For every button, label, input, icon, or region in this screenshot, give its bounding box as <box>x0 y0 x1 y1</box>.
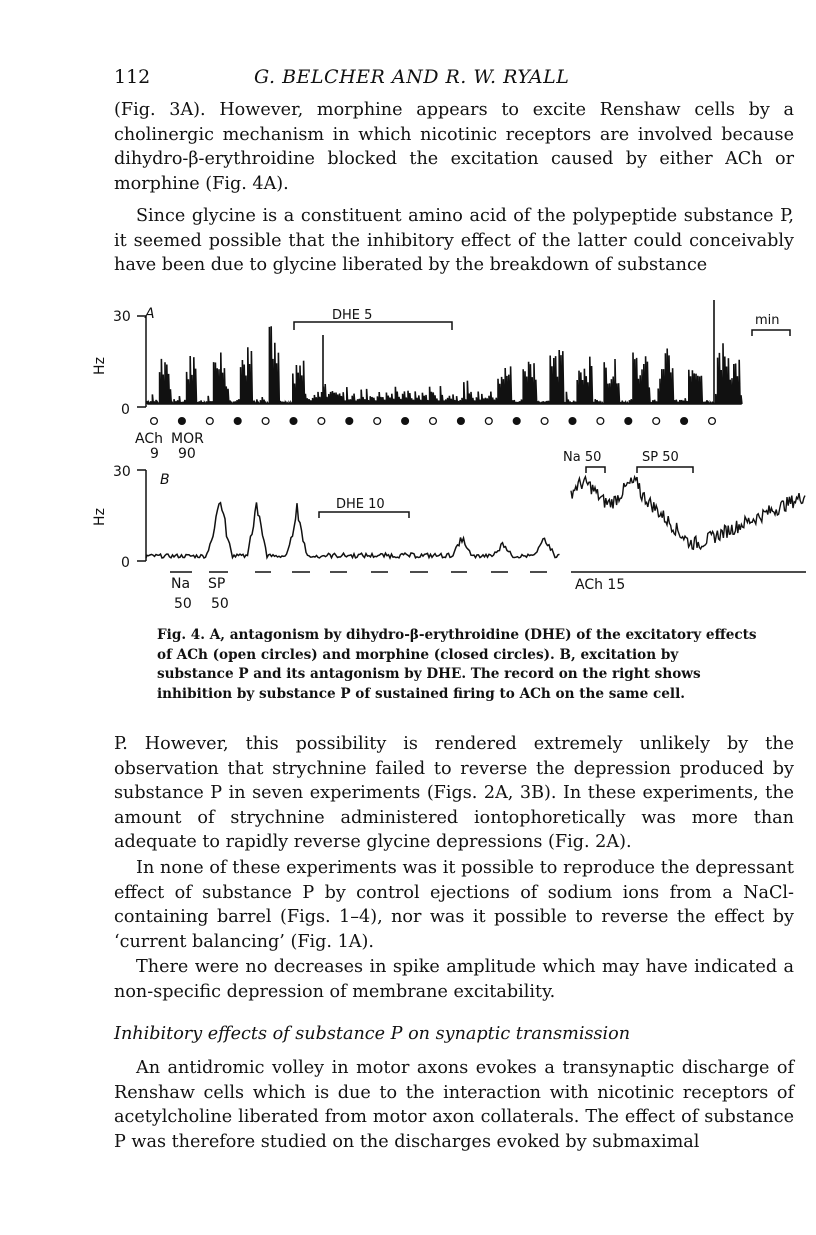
ach-marker <box>430 418 437 425</box>
ach-marker <box>318 418 325 425</box>
morphine-marker <box>402 418 409 425</box>
panel-a-y-top: 30 <box>113 309 131 325</box>
panel-a-mor-dose: 90 <box>178 446 196 462</box>
panel-a-mor-label: MOR <box>171 431 204 447</box>
right-na-label: Na 50 <box>563 450 602 465</box>
ach-marker <box>206 418 213 425</box>
paragraph-4: In none of these experiments was it possible to reproduce the depressant effect of substance P by control ejections of sodium ions from a NaCl-containing barrel (Figs. 1–4), nor was it possible to reverse the effect by ‘current balancing’ (Fig. 1A). <box>114 858 794 952</box>
paragraph-3: P. However, this possibility is rendered extremely unlikely by the observation that strychnine failed to reverse the depression produced by substance P in seven experiments (Figs. 2A, 3B). In these experiments, the amount of strychnine administered iontophoretically was more than adequate to rapidly reverse glycine depressions (Fig. 2A). <box>114 734 794 853</box>
right-sp-bar <box>637 467 693 473</box>
morphine-marker <box>458 418 465 425</box>
paragraph-5: There were no decreases in spike amplitude which may have indicated a non-specific depression of membrane excitability. <box>114 957 794 1002</box>
panel-b-dhe-label: DHE 10 <box>336 497 385 512</box>
morphine-marker <box>234 418 241 425</box>
morphine-marker <box>346 418 353 425</box>
time-scale-bar <box>752 330 790 336</box>
panel-a-label: A <box>145 306 155 322</box>
running-head: G. BELCHER AND R. W. RYALL <box>254 66 570 88</box>
panel-b-y-bottom: 0 <box>121 555 130 571</box>
panel-b-dhe-bar <box>319 512 409 518</box>
section-heading: Inhibitory effects of substance P on synaptic transmission <box>114 1024 631 1044</box>
panel-b-na-dose: 50 <box>174 596 192 612</box>
panel-a-ach-dose: 9 <box>150 446 159 462</box>
morphine-marker <box>625 418 632 425</box>
panel-b-sp-dose: 50 <box>211 596 229 612</box>
panel-b-sp-label: SP <box>208 576 226 592</box>
morphine-marker <box>681 418 688 425</box>
morphine-marker <box>290 418 297 425</box>
ach-marker <box>709 418 716 425</box>
panel-b-y-unit: Hz <box>92 508 108 526</box>
ach-marker <box>262 418 269 425</box>
page-number: 112 <box>114 66 151 88</box>
ach-marker <box>374 418 381 425</box>
figure-caption: Fig. 4. A, antagonism by dihydro-β-erythroidine (DHE) of the excitatory effects of ACh (open circles) and morphine (closed circles). B, excitation by substance P and its antagonism by DHE. The record on the right shows inhibition by substance P of sustained firing to ACh on the same cell. <box>157 627 757 702</box>
panel-a-ach-label: ACh <box>135 431 163 447</box>
right-sp-label: SP 50 <box>642 450 679 465</box>
panel-a-time-scale: min <box>755 313 780 328</box>
ach-marker <box>597 418 604 425</box>
panel-a-trace <box>147 300 742 404</box>
panel-a-markers <box>151 418 716 425</box>
right-trace <box>571 477 805 550</box>
panel-a-dhe-bar <box>294 322 452 330</box>
morphine-marker <box>513 418 520 425</box>
right-ach-label: ACh 15 <box>575 577 626 593</box>
paragraph-6: An antidromic volley in motor axons evokes a transynaptic discharge of Renshaw cells which is due to the interaction with nicotinic receptors of acetylcholine liberated from motor axon collaterals. The effect of substance P was therefore studied on the discharges evoked by submaximal <box>114 1058 794 1152</box>
panel-b-label: B <box>160 472 170 488</box>
ach-marker <box>151 418 158 425</box>
panel-b-y-top: 30 <box>113 464 131 480</box>
panel-a-dhe-label: DHE 5 <box>332 308 373 323</box>
morphine-marker <box>179 418 186 425</box>
morphine-marker <box>569 418 576 425</box>
right-na-bar <box>586 467 605 473</box>
ach-marker <box>541 418 548 425</box>
panel-a-y-bottom: 0 <box>121 402 130 418</box>
ach-marker <box>485 418 492 425</box>
panel-a-y-unit: Hz <box>92 357 108 375</box>
paragraph-1: (Fig. 3A). However, morphine appears to excite Renshaw cells by a cholinergic mechanism in which nicotinic receptors are involved because dihydro-β-erythroidine blocked the excitation caused by either ACh or morphine (Fig. 4A). <box>114 100 794 194</box>
panel-b-na-label: Na <box>171 576 191 592</box>
paragraph-2: Since glycine is a constituent amino acid of the polypeptide substance P, it seemed possible that the inhibitory effect of the latter could conceivably have been due to glycine liberated by the breakdown of substance <box>114 206 794 276</box>
ach-marker <box>653 418 660 425</box>
